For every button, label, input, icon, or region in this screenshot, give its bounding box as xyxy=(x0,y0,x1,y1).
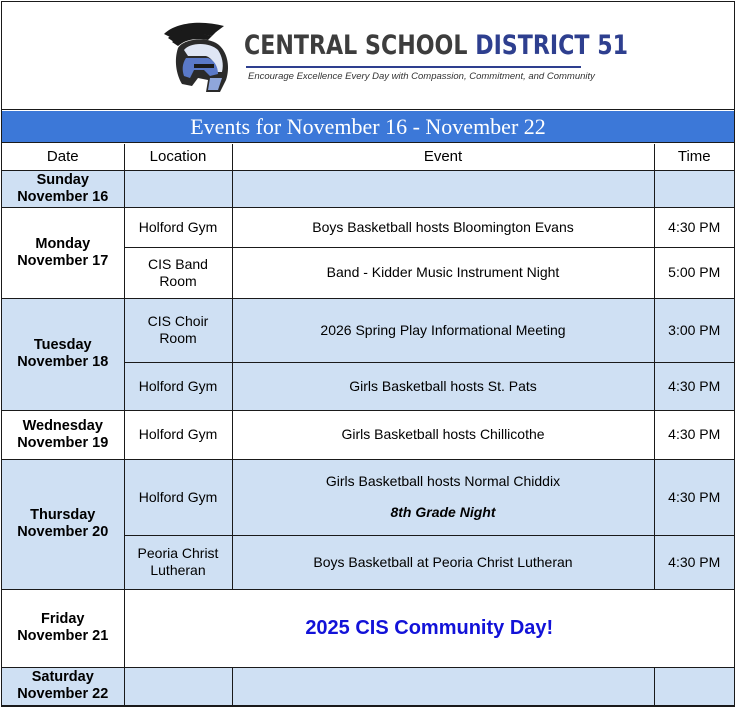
events-table xyxy=(2,144,734,706)
table-row xyxy=(2,170,734,207)
event-cell: Boys Basketball at Peoria Christ Lutheran xyxy=(232,535,654,589)
location-cell: Holford Gym xyxy=(124,459,232,535)
event-cell: Girls Basketball hosts St. Pats xyxy=(232,362,654,410)
event-cell xyxy=(232,459,654,535)
event-cell: 2026 Spring Play Informational Meeting xyxy=(232,298,654,362)
events-sheet xyxy=(1,1,735,707)
column-header-date: Date xyxy=(2,144,124,170)
time-cell: 4:30 PM xyxy=(654,535,734,589)
column-header-time: Time xyxy=(654,144,734,170)
time-cell: 4:30 PM xyxy=(654,362,734,410)
time-cell: 4:30 PM xyxy=(654,410,734,459)
location-cell xyxy=(124,667,232,705)
table-row xyxy=(2,207,734,247)
district-name-part2: DISTRICT 51 xyxy=(475,30,629,61)
table-row xyxy=(2,298,734,362)
day-cell-friday: Friday November 21 xyxy=(2,589,124,667)
day-cell-wednesday: Wednesday November 19 xyxy=(2,410,124,459)
spartan-helmet-icon xyxy=(158,20,238,94)
district-name xyxy=(244,29,628,63)
time-cell: 5:00 PM xyxy=(654,247,734,298)
day-cell-monday: Monday November 17 xyxy=(2,207,124,298)
location-cell: Holford Gym xyxy=(124,362,232,410)
table-row xyxy=(2,410,734,459)
time-cell: 4:30 PM xyxy=(654,207,734,247)
day-cell-saturday: Saturday November 22 xyxy=(2,667,124,705)
time-cell: 4:30 PM xyxy=(654,459,734,535)
community-day-cell: 2025 CIS Community Day! xyxy=(124,589,734,667)
column-header-location: Location xyxy=(124,144,232,170)
location-cell: CIS Choir Room xyxy=(124,298,232,362)
location-cell: Peoria Christ Lutheran xyxy=(124,535,232,589)
event-cell: Girls Basketball hosts Chillicothe xyxy=(232,410,654,459)
column-header-event: Event xyxy=(232,144,654,170)
table-row xyxy=(2,459,734,535)
logo-divider xyxy=(246,66,581,68)
event-cell: Band - Kidder Music Instrument Night xyxy=(232,247,654,298)
event-cell xyxy=(232,667,654,705)
day-cell-thursday: Thursday November 20 xyxy=(2,459,124,589)
event-cell: Boys Basketball hosts Bloomington Evans xyxy=(232,207,654,247)
table-header-row xyxy=(2,144,734,170)
event-cell xyxy=(232,170,654,207)
location-cell: CIS Band Room xyxy=(124,247,232,298)
time-cell: 3:00 PM xyxy=(654,298,734,362)
day-cell-tuesday: Tuesday November 18 xyxy=(2,298,124,410)
table-row xyxy=(2,667,734,705)
district-tagline: Encourage Excellence Every Day with Compassion, Commitment, and Community xyxy=(248,71,595,82)
day-cell-sunday: Sunday November 16 xyxy=(2,170,124,207)
event-note: 8th Grade Night xyxy=(390,504,496,520)
district-name-part1: CENTRAL SCHOOL xyxy=(244,30,468,61)
table-row xyxy=(2,589,734,667)
location-cell: Holford Gym xyxy=(124,410,232,459)
time-cell xyxy=(654,667,734,705)
page-title: Events for November 16 - November 22 xyxy=(2,111,734,143)
location-cell: Holford Gym xyxy=(124,207,232,247)
location-cell xyxy=(124,170,232,207)
district-header xyxy=(2,2,734,110)
event-title: Girls Basketball hosts Normal Chiddix xyxy=(325,473,561,489)
time-cell xyxy=(654,170,734,207)
